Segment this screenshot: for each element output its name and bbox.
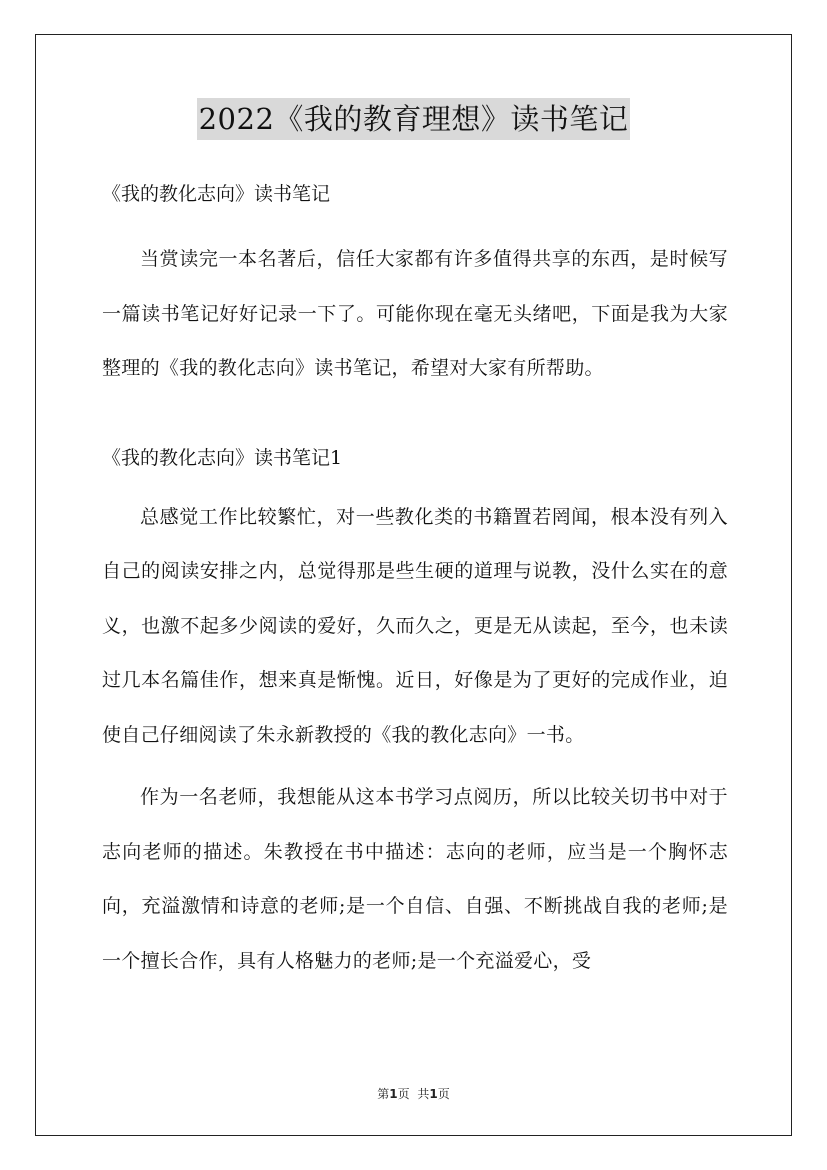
body-paragraph-1: 总感觉工作比较繁忙，对一些教化类的书籍置若罔闻，根本没有列入自己的阅读安排之内，总觉得那是些生硬的道理与说教，没什么实在的意义，也激不起多少阅读的爱好，久而久之，更是无从读起，至今，也未读过几本名篇佳作，想来真是惭愧。近日，好像是为了更好的完成作业，迫使自己仔细阅读了朱永新教授的《我的教化志向》一书。	[102, 505, 728, 746]
footer-page-suffix: 页	[397, 1087, 410, 1101]
title-wrapper	[0, 98, 827, 140]
note-heading: 《我的教化志向》读书笔记1	[102, 446, 343, 469]
page-footer	[0, 1085, 827, 1102]
document-title: 2022《我的教育理想》读书笔记	[197, 98, 631, 140]
footer-prefix: 第	[377, 1087, 390, 1101]
body-paragraph-2: 作为一名老师，我想能从这本书学习点阅历，所以比较关切书中对于志向老师的描述。朱教授在书中描述：志向的老师，应当是一个胸怀志向，充溢激情和诗意的老师;是一个自信、自强、不断挑战自我的老师;是一个擅长合作，具有人格魅力的老师;是一个充溢爱心，受	[102, 786, 728, 972]
footer-page-number: 1	[389, 1087, 398, 1101]
footer-total-prefix: 共	[417, 1087, 430, 1101]
intro-paragraph: 当赏读完一本名著后，信任大家都有许多值得共享的东西，是时候写一篇读书笔记好好记录一下了。可能你现在毫无头绪吧，下面是我为大家整理的《我的教化志向》读书笔记，希望对大家有所帮助。	[102, 248, 728, 379]
document-body	[102, 176, 728, 988]
footer-total-pages: 1	[429, 1087, 438, 1101]
footer-total-suffix: 页	[437, 1087, 450, 1101]
section-heading: 《我的教化志向》读书笔记	[102, 183, 331, 205]
